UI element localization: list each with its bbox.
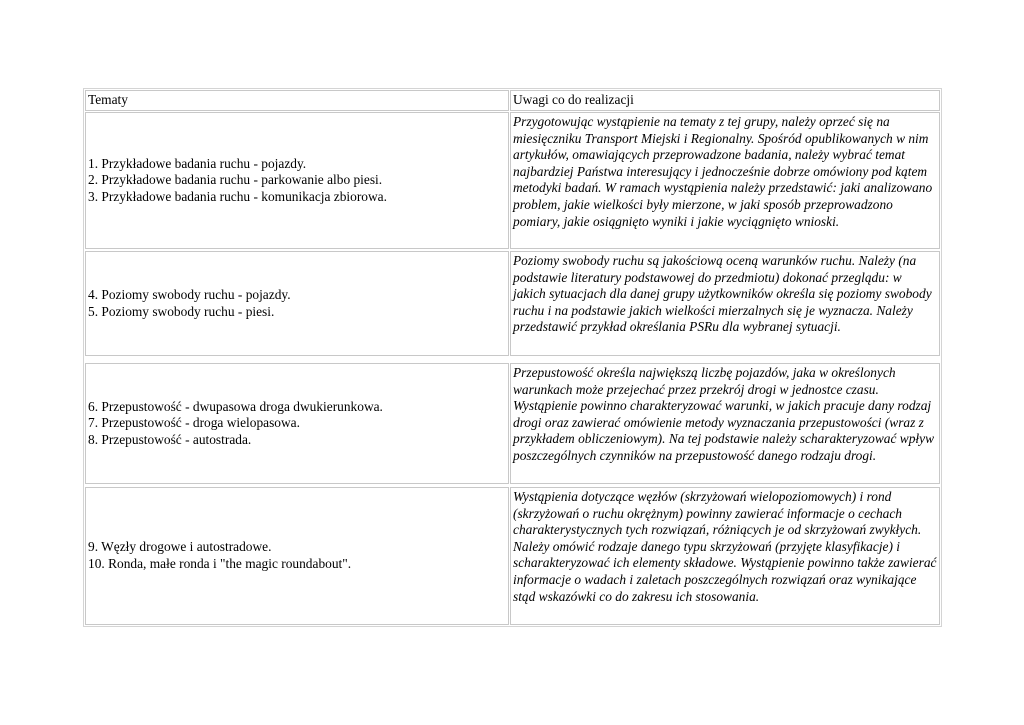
notes-text: Poziomy swobody ruchu są jakościową oceną warunków ruchu. Należy (na podstawie literatury podstawowej do przedmiotu) dokonać przeglądu: w jakich sytuacjach dla danej grupy użytkowników określa się poziomy swobody ruchu i na podstawie jakich wielkości mierzalnych się je wyznacza. Należy przedstawić przykład określania PSRu dla wybranej sytuacji. bbox=[513, 253, 932, 335]
table-row-1-topics bbox=[85, 112, 509, 249]
topic-item: 6. Przepustowość - dwupasowa droga dwukierunkowa. bbox=[88, 398, 383, 414]
table-row-3-notes bbox=[510, 363, 940, 484]
header-notes-label: Uwagi co do realizacji bbox=[513, 92, 634, 107]
table-row-4-topics bbox=[85, 487, 509, 625]
header-topics bbox=[85, 90, 509, 111]
topic-item: 7. Przepustowość - droga wielopasowa. bbox=[88, 415, 300, 431]
table-row-3-topics bbox=[85, 363, 509, 484]
table-row-2-topics bbox=[85, 251, 509, 356]
topic-item: 8. Przepustowość - autostrada. bbox=[88, 431, 252, 447]
notes-text: Przygotowując wystąpienie na tematy z tej grupy, należy oprzeć się na miesięczniku Transport Miejski i Regionalny. Spośród opublikowanych w nim artykułów, omawiających przeprowadzone badania, należy wybrać temat najbardziej Państwa interesujący i jednocześnie dobrze omówiony pod kątem metodyki badań. W ramach wystąpienia należy przedstawić: jaki analizowano problem, jakie wielkości były mierzone, w jaki sposób przeprowadzono pomiary, jakie osiągnięto wyniki i jakie wyciągnięto wnioski. bbox=[513, 114, 933, 229]
topic-item: 3. Przykładowe badania ruchu - komunikacja zbiorowa. bbox=[88, 188, 387, 204]
table-row-2-notes bbox=[510, 251, 940, 356]
header-topics-label: Tematy bbox=[88, 92, 128, 107]
topic-item: 4. Poziomy swobody ruchu - pojazdy. bbox=[88, 286, 291, 302]
notes-text: Wystąpienia dotyczące węzłów (skrzyżowań wielopoziomowych) i rond (skrzyżowań o ruchu okrężnym) powinny zawierać informacje o cechach charakterystycznych tych rozwiązań, różniących je od skrzyżowań zwykłych. Należy omówić rodzaje danego typu skrzyżowań (przyjęte klasyfikacje) i scharakteryzować ich elementy składowe. Wystąpienie powinno także zawierać informacje o wadach i zaletach poszczególnych rozwiązań oraz wynikające stąd wskazówki co do zakresu ich stosowania. bbox=[513, 489, 937, 604]
header-notes bbox=[510, 90, 940, 111]
topic-item: 5. Poziomy swobody ruchu - piesi. bbox=[88, 303, 275, 319]
topic-item: 2. Przykładowe badania ruchu - parkowanie albo piesi. bbox=[88, 172, 383, 188]
topic-item: 1. Przykładowe badania ruchu - pojazdy. bbox=[88, 155, 307, 171]
table-row-1-notes bbox=[510, 112, 940, 249]
notes-text: Przepustowość określa największą liczbę pojazdów, jaka w określonych warunkach może przejechać przez przekrój drogi w jednostce czasu. Wystąpienie powinno charakteryzować warunki, w jakich pracuje dany rodzaj drogi oraz zawierać omówienie metody wyznaczania przepustowości (wraz z przykładem obliczeniowym). Na tej podstawie należy scharakteryzować wpływ poszczególnych czynników na przepustowość danego rodzaju drogi. bbox=[513, 365, 934, 463]
topic-item: 10. Ronda, małe ronda i "the magic roundabout". bbox=[88, 556, 352, 571]
table-row-4-notes bbox=[510, 487, 940, 625]
topic-item: 9. Węzły drogowe i autostradowe. bbox=[88, 539, 272, 555]
